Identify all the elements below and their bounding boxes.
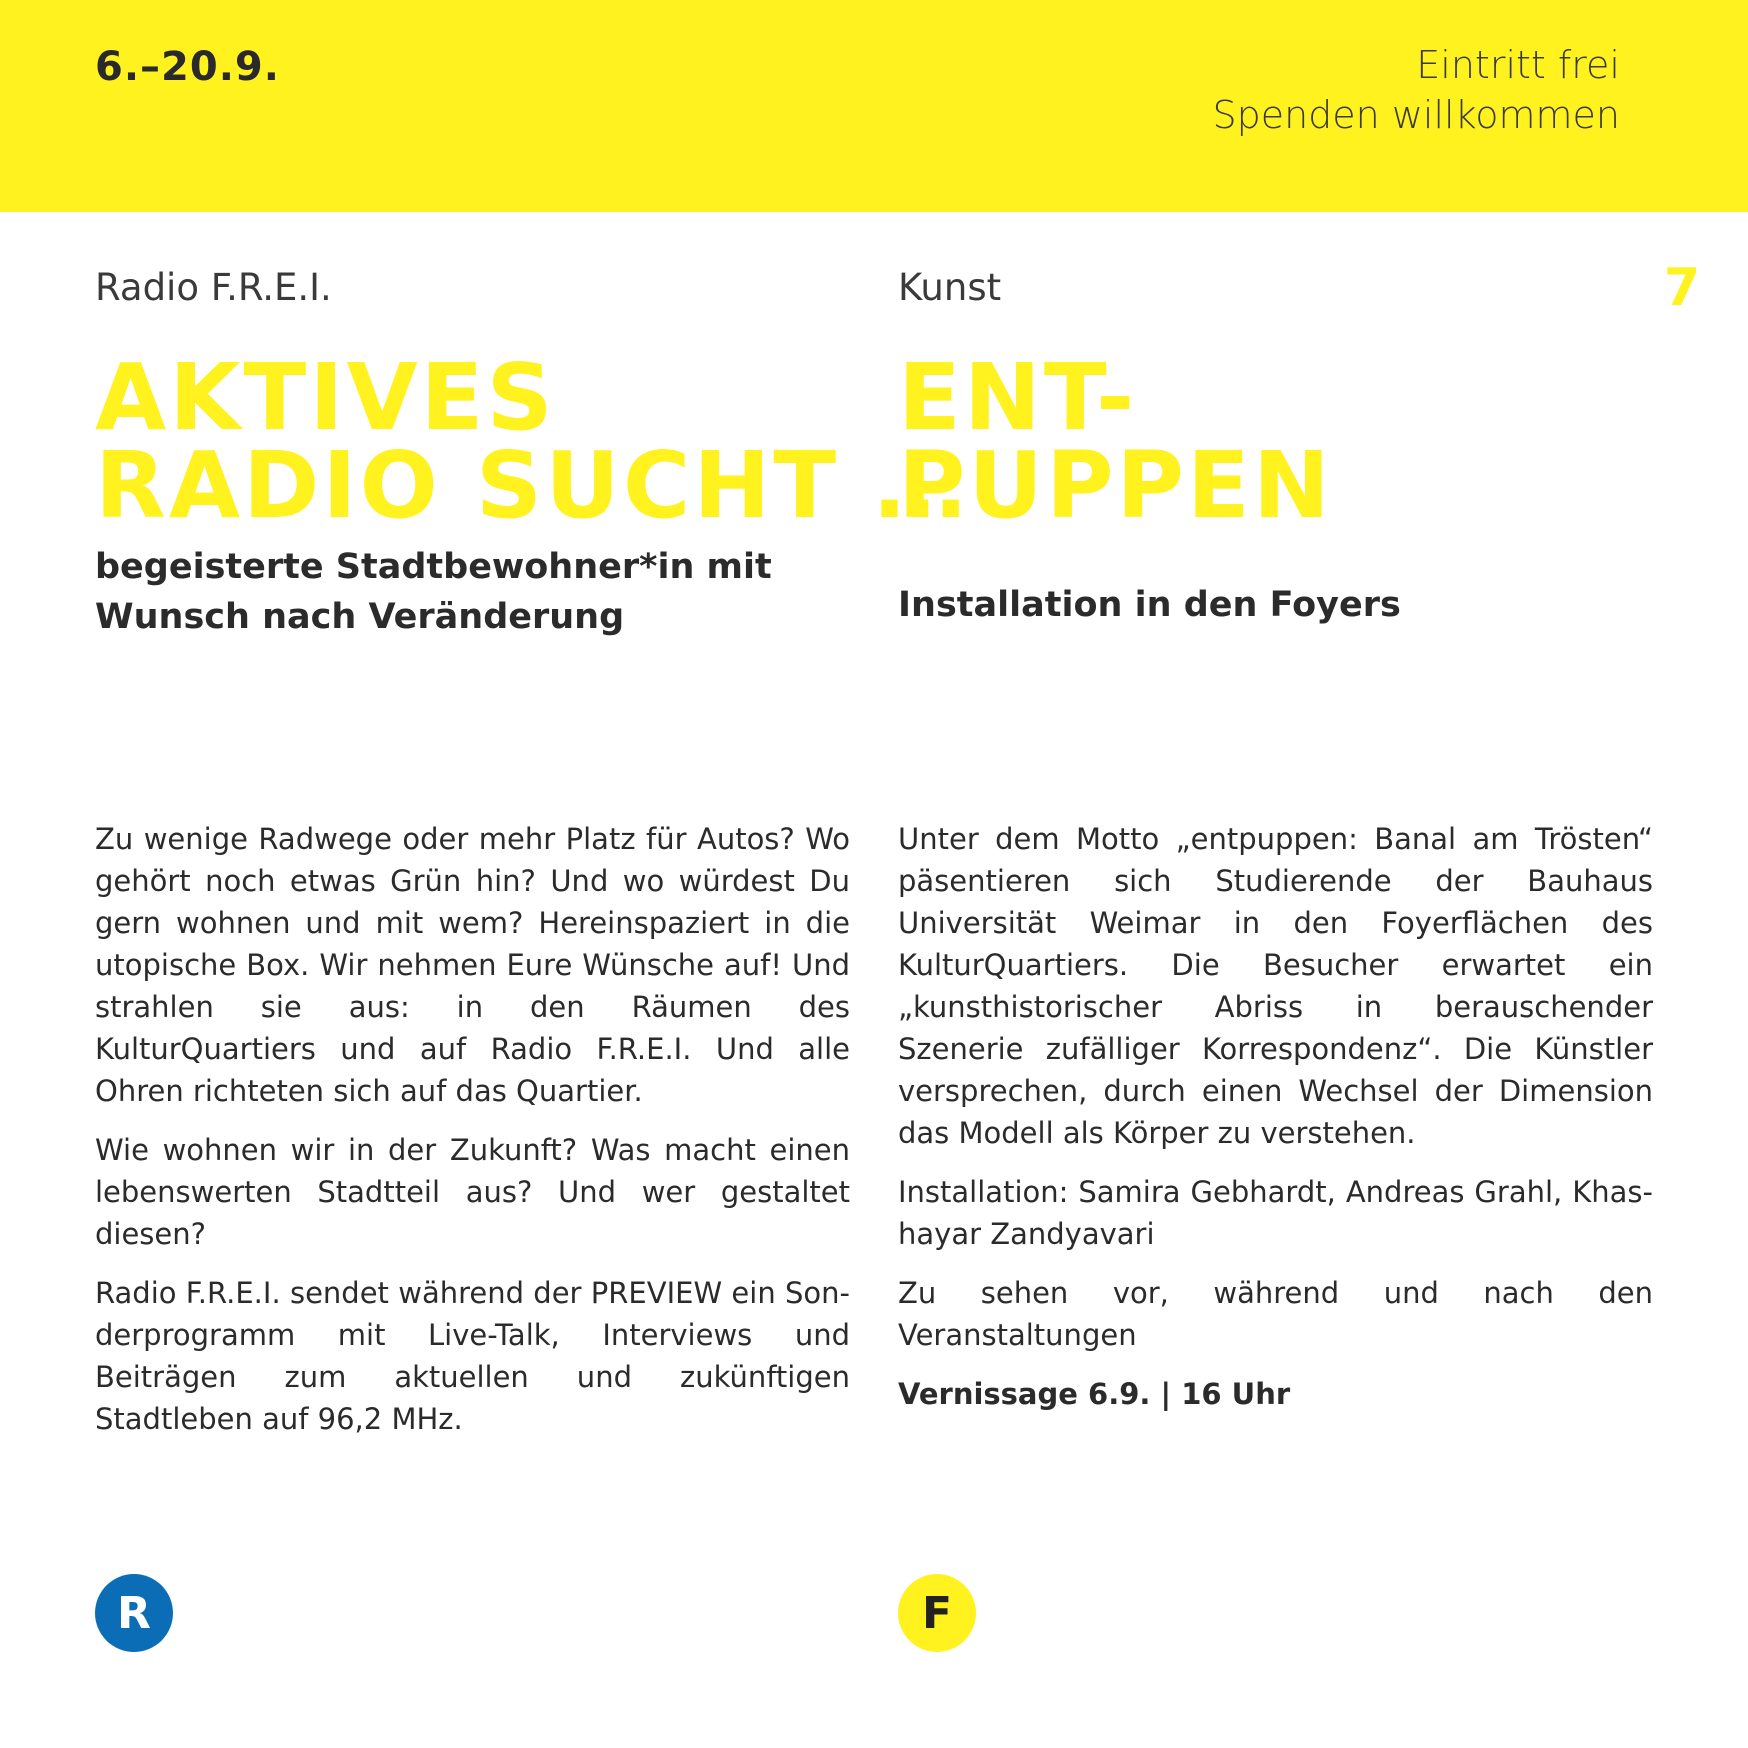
header-band bbox=[0, 0, 1748, 212]
subheadline bbox=[95, 542, 772, 642]
headline-line: AKTIVES bbox=[95, 344, 556, 451]
admission-free: Eintritt frei bbox=[1416, 43, 1620, 87]
subheadline-line: begeisterte Stadtbewohner*in mit bbox=[95, 547, 772, 587]
venue-f-badge-icon bbox=[898, 1574, 976, 1652]
badge-letter: R bbox=[117, 1587, 151, 1639]
paragraph: Wie wohnen wir in der Zukunft? Was macht einen lebenswerten Stadtteil aus? Und wer gestaltet diesen? bbox=[95, 1133, 850, 1251]
article-kunst bbox=[898, 262, 1653, 1411]
venue-r-badge-icon bbox=[95, 1574, 173, 1652]
article-body bbox=[95, 818, 850, 1457]
event-dates: 6.–20.9. bbox=[95, 44, 280, 90]
paragraph: Zu sehen vor, während und nach den Veranstaltungen bbox=[898, 1276, 1653, 1352]
headline bbox=[898, 344, 1333, 539]
headline-line: PUPPEN bbox=[898, 432, 1333, 539]
paragraph: Installation: Samira Gebhardt, Andreas Grahl, Khashayar Zandyavari bbox=[898, 1175, 1653, 1251]
headline bbox=[95, 344, 970, 539]
paragraph: Radio F.R.E.I. sendet während der PREVIEW ein Sonderprogramm mit Live-Talk, Interviews und Beiträgen zum aktuellen und zukünftigen Stadtleben auf 96,2 MHz. bbox=[95, 1276, 850, 1436]
paragraph: Unter dem Motto „entpuppen: Banal am Trösten“ päsentieren sich Studierende der Bauhaus Universität Weimar in den Foyerflächen des KulturQuartiers. Die Besucher erwartet ein „kunsthistorischer Abriss in berauschender Szenerie zufälliger Korrespondenz“. Die Künstler versprechen, durch einen Wechsel der Dimension das Modell als Körper zu verstehen. bbox=[898, 822, 1653, 1150]
paragraph: Zu wenige Radwege oder mehr Platz für Autos? Wo gehört noch etwas Grün hin? Und wo würdest Du gern wohnen und mit wem? Hereinspaziert in die utopische Box. Wir nehmen Eure Wünsche auf! Und strahlen sie aus: in den Räumen des KulturQuartiers und auf Radio F.R.E.I. Und alle Ohren richteten sich auf das Quartier. bbox=[95, 822, 850, 1108]
category-label: Kunst bbox=[898, 266, 1002, 309]
headline-line: ENT- bbox=[898, 344, 1138, 451]
badge-letter: F bbox=[921, 1587, 953, 1639]
admission-info bbox=[1212, 40, 1620, 140]
headline-line: RADIO SUCHT … bbox=[95, 432, 970, 539]
page-number: 7 bbox=[1663, 258, 1700, 318]
vernissage-info: Vernissage 6.9. | 16 Uhr bbox=[898, 1377, 1291, 1411]
article-body bbox=[898, 818, 1653, 1432]
donations-welcome: Spenden willkommen bbox=[1212, 93, 1620, 137]
subheadline: Installation in den Foyers bbox=[898, 585, 1401, 625]
subheadline-line: Wunsch nach Veränderung bbox=[95, 597, 625, 637]
category-label: Radio F.R.E.I. bbox=[95, 266, 332, 309]
